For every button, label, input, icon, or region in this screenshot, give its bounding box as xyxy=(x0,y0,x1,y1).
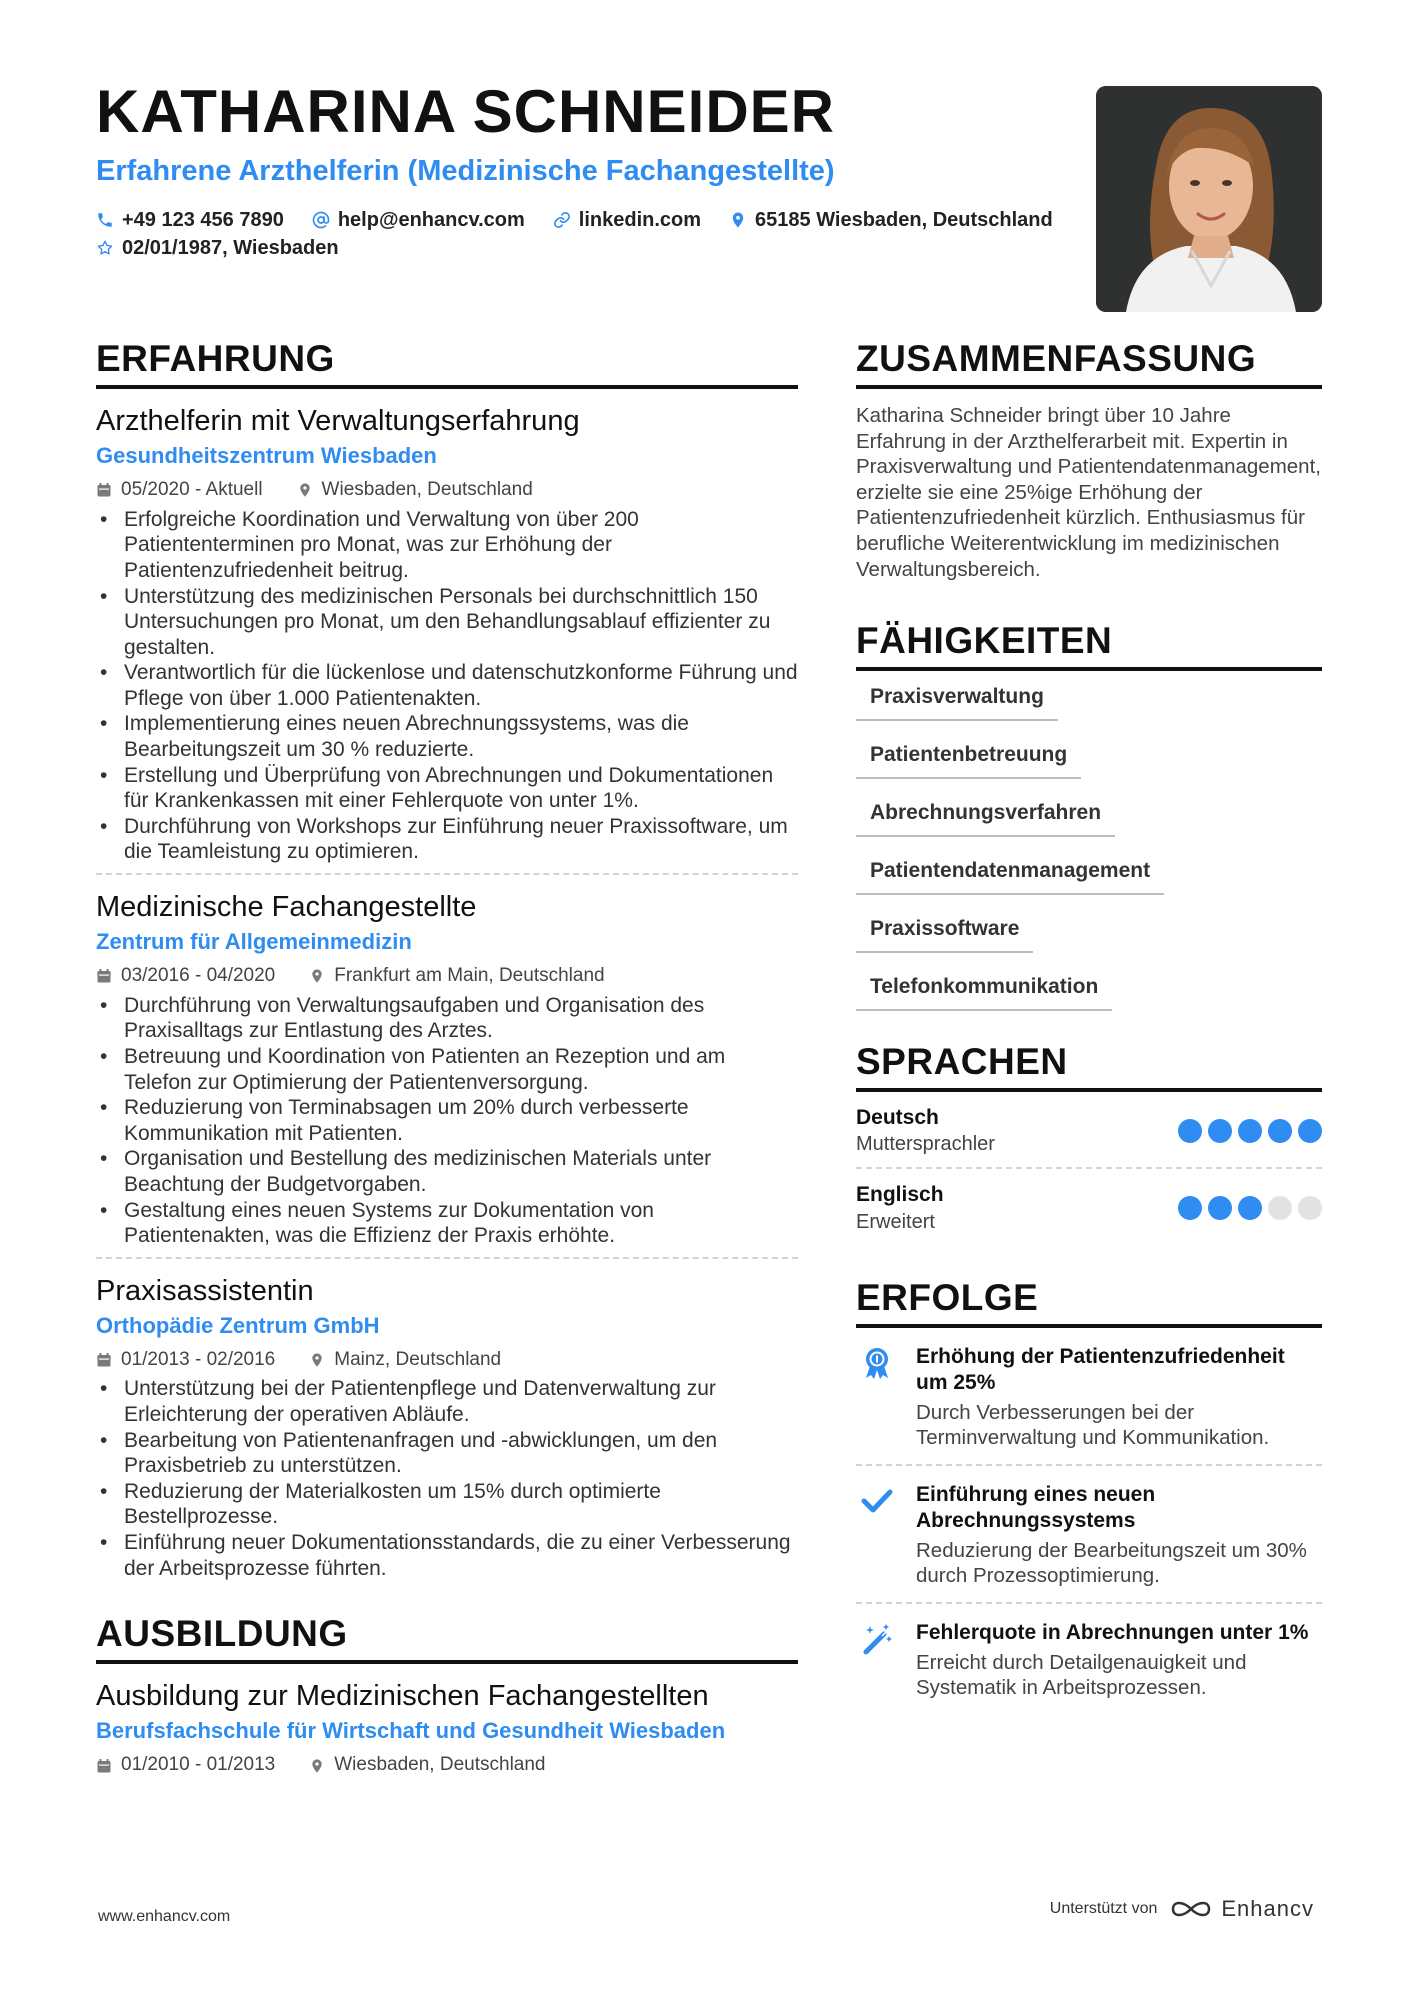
profile-photo xyxy=(1096,86,1322,312)
enhancv-logo-icon xyxy=(1169,1897,1213,1921)
rating-dot-empty xyxy=(1268,1196,1292,1220)
rating-dot-filled xyxy=(1268,1119,1292,1143)
education-dates-text: 01/2010 - 01/2013 xyxy=(121,1754,276,1776)
skill-tag: Praxissoftware xyxy=(856,917,1033,953)
contact-location xyxy=(729,209,1053,232)
skills-heading: FÄHIGKEITEN xyxy=(856,622,1322,671)
achievement-item xyxy=(856,1328,1322,1464)
skills-list xyxy=(856,685,1322,1033)
candidate-name: KATHARINA SCHNEIDER xyxy=(96,78,835,145)
job-meta xyxy=(96,478,798,503)
languages-heading: SPRACHEN xyxy=(856,1043,1322,1092)
phone-text: +49 123 456 7890 xyxy=(122,208,284,231)
map-pin-icon xyxy=(729,211,747,229)
rating-dot-filled xyxy=(1208,1119,1232,1143)
brand-logo[interactable] xyxy=(1169,1896,1314,1922)
job-meta xyxy=(96,964,798,989)
job-title: Medizinische Fachangestellte xyxy=(96,891,477,924)
skill-tag: Patientendatenmanagement xyxy=(856,859,1164,895)
skill-tag: Abrechnungsverfahren xyxy=(856,801,1115,837)
education-location xyxy=(309,1753,545,1778)
bullet-item: • Betreuung und Koordination von Patienten an Rezeption und am Telefon zur Optimierung der Patientenversorgung. xyxy=(96,1044,798,1095)
footer-website[interactable]: www.enhancv.com xyxy=(98,1908,231,1925)
job-entry xyxy=(96,875,798,1259)
bullet-item: • Reduzierung der Materialkosten um 15% durch optimierte Bestellprozesse. xyxy=(96,1479,798,1530)
education-location-text: Wiesbaden, Deutschland xyxy=(334,1754,546,1776)
job-title: Arzthelferin mit Verwaltungserfahrung xyxy=(96,405,580,437)
bullet-item: • Durchführung von Workshops zur Einführung neuer Praxissoftware, um die Teamleistung zu optimieren. xyxy=(96,814,798,865)
achievement-item xyxy=(856,1464,1322,1602)
language-rating xyxy=(1178,1196,1322,1220)
achievement-desc: Durch Verbesserungen bei der Terminverwaltung und Kommunikation. xyxy=(916,1400,1270,1449)
candidate-title: Erfahrene Arzthelferin (Medizinische Fachangestellte) xyxy=(96,155,835,187)
job-entry xyxy=(96,389,798,875)
calendar-icon xyxy=(96,1352,112,1368)
job-bullets xyxy=(96,507,798,865)
contact-email[interactable] xyxy=(312,209,525,232)
rating-dot-filled xyxy=(1208,1196,1232,1220)
skill-tag: Patientenbetreuung xyxy=(856,743,1081,779)
bullet-item: • Durchführung von Verwaltungsaufgaben und Organisation des Praxisalltags zur Entlastung des Arztes. xyxy=(96,993,798,1044)
achievement-title: Fehlerquote in Abrechnungen unter 1% xyxy=(916,1620,1309,1644)
job-location-text: Mainz, Deutschland xyxy=(334,1348,502,1370)
map-pin-icon xyxy=(309,1352,325,1368)
language-name: Deutsch xyxy=(856,1106,939,1130)
rating-dot-empty xyxy=(1298,1196,1322,1220)
bullet-item: • Erfolgreiche Koordination und Verwaltung von über 200 Patiententerminen pro Monat, was zur Erhöhung der Patientenzufriedenheit beitrug. xyxy=(96,507,798,584)
job-location xyxy=(309,964,604,989)
contact-linkedin[interactable] xyxy=(553,209,701,232)
left-column xyxy=(96,340,798,1778)
degree-title: Ausbildung zur Medizinischen Fachangestellten xyxy=(96,1680,709,1713)
at-sign-icon xyxy=(312,211,330,229)
bullet-item: • Gestaltung eines neuen Systems zur Dokumentation von Patientenakten, was die Effizienz der Praxis erhöhte. xyxy=(96,1198,798,1249)
education-meta xyxy=(96,1753,798,1778)
achievement-desc: Reduzierung der Bearbeitungszeit um 30% durch Prozessoptimierung. xyxy=(916,1538,1307,1587)
job-location xyxy=(297,478,533,503)
job-dates-text: 05/2020 - Aktuell xyxy=(121,479,263,501)
achievement-title: Einführung eines neuen Abrechnungssystems xyxy=(916,1482,1156,1532)
achievements-list xyxy=(856,1328,1322,1714)
language-level: Erweitert xyxy=(856,1210,935,1233)
bullet-item: • Bearbeitung von Patientenanfragen und -abwicklungen, um den Praxisbetrieb zu unterstützen. xyxy=(96,1428,798,1479)
job-dates xyxy=(96,478,263,503)
bullet-item: • Unterstützung des medizinischen Personals bei durchschnittlich 150 Untersuchungen pro Monat, um den Behandlungsablauf effizienter zu gestalten. xyxy=(96,584,798,661)
checkmark-icon xyxy=(860,1484,894,1518)
language-name: Englisch xyxy=(856,1183,944,1207)
bullet-item: • Organisation und Bestellung des medizinischen Materials unter Beachtung der Budgetvorgaben. xyxy=(96,1146,798,1197)
contact-phone[interactable] xyxy=(96,209,284,232)
contact-birth xyxy=(96,237,339,260)
job-bullets xyxy=(96,1376,798,1581)
achievement-title: Erhöhung der Patientenzufriedenheit um 25% xyxy=(916,1344,1285,1394)
job-company[interactable]: Orthopädie Zentrum GmbH xyxy=(96,1312,380,1338)
job-dates xyxy=(96,964,275,989)
language-level: Muttersprachler xyxy=(856,1133,995,1156)
summary-heading: ZUSAMMENFASSUNG xyxy=(856,340,1322,389)
education-entry xyxy=(96,1664,798,1778)
language-rating xyxy=(1178,1119,1322,1143)
award-ribbon-icon xyxy=(860,1346,894,1380)
star-icon xyxy=(96,239,114,257)
education-dates xyxy=(96,1753,275,1778)
bullet-item: • Reduzierung von Terminabsagen um 20% durch verbesserte Kommunikation mit Patienten. xyxy=(96,1095,798,1146)
rating-dot-filled xyxy=(1238,1119,1262,1143)
birth-text: 02/01/1987, Wiesbaden xyxy=(122,236,339,259)
job-location-text: Frankfurt am Main, Deutschland xyxy=(334,965,605,987)
achievements-heading: ERFOLGE xyxy=(856,1279,1322,1328)
rating-dot-filled xyxy=(1298,1119,1322,1143)
brand-name: Enhancv xyxy=(1221,1896,1314,1921)
bullet-item: • Implementierung eines neuen Abrechnungssystems, was die Bearbeitungszeit um 30 % reduzierte. xyxy=(96,711,798,762)
map-pin-icon xyxy=(297,482,313,498)
bullet-item: • Unterstützung bei der Patientenpflege und Datenverwaltung zur Erleichterung der operativen Abläufe. xyxy=(96,1376,798,1427)
footer-brand xyxy=(1050,1896,1314,1922)
job-meta xyxy=(96,1348,798,1373)
contact-info xyxy=(96,206,1096,262)
job-dates-text: 03/2016 - 04/2020 xyxy=(121,965,276,987)
education-heading: AUSBILDUNG xyxy=(96,1615,798,1664)
bullet-item: • Verantwortlich für die lückenlose und datenschutzkonforme Führung und Pflege von über 1.000 Patientenakten. xyxy=(96,660,798,711)
email-text: help@enhancv.com xyxy=(337,208,525,231)
skill-tag: Telefonkommunikation xyxy=(856,975,1112,1011)
job-dates xyxy=(96,1348,275,1373)
bullet-item: • Erstellung und Überprüfung von Abrechnungen und Dokumentationen für Krankenkassen mit einer Fehlerquote von unter 1%. xyxy=(96,763,798,814)
link-icon xyxy=(553,211,571,229)
achievement-item xyxy=(856,1602,1322,1714)
magic-wand-icon xyxy=(860,1622,894,1656)
language-item xyxy=(856,1167,1322,1244)
rating-dot-filled xyxy=(1178,1196,1202,1220)
job-company[interactable]: Zentrum für Allgemeinmedizin xyxy=(96,929,412,955)
calendar-icon xyxy=(96,968,112,984)
summary-text: Katharina Schneider bringt über 10 Jahre Erfahrung in der Arzthelferarbeit mit. Expertin in Praxisverwaltung und Patientendatenmanagement, erzielte sie eine 25%ige Erhöhung der Patientenzufriedenheit kürzlich. Enthusiasmus für berufliche Weiterentwicklung im medizinischen Verwaltungsbereich. xyxy=(856,404,1321,581)
job-location-text: Wiesbaden, Deutschland xyxy=(321,479,533,501)
language-item xyxy=(856,1092,1322,1167)
calendar-icon xyxy=(96,1758,112,1774)
linkedin-text: linkedin.com xyxy=(578,208,702,231)
map-pin-icon xyxy=(309,968,325,984)
job-dates-text: 01/2013 - 02/2016 xyxy=(121,1348,276,1370)
job-location xyxy=(309,1348,501,1373)
location-text: 65185 Wiesbaden, Deutschland xyxy=(755,208,1053,231)
job-title: Praxisassistentin xyxy=(96,1274,314,1307)
experience-heading: ERFAHRUNG xyxy=(96,340,798,389)
languages-list xyxy=(856,1092,1322,1245)
phone-icon xyxy=(96,211,114,229)
rating-dot-filled xyxy=(1178,1119,1202,1143)
calendar-icon xyxy=(96,482,112,498)
map-pin-icon xyxy=(309,1758,325,1774)
job-entry xyxy=(96,1259,798,1581)
job-company[interactable]: Gesundheitszentrum Wiesbaden xyxy=(96,443,437,469)
right-column xyxy=(856,340,1322,1714)
school-name[interactable]: Berufsfachschule für Wirtschaft und Gesundheit Wiesbaden xyxy=(96,1718,726,1744)
rating-dot-filled xyxy=(1238,1196,1262,1220)
powered-by-text: Unterstützt von xyxy=(1049,1900,1158,1917)
skill-tag: Praxisverwaltung xyxy=(856,685,1058,721)
achievement-desc: Erreicht durch Detailgenauigkeit und Systematik in Arbeitsprozessen. xyxy=(916,1650,1247,1699)
job-bullets xyxy=(96,993,798,1249)
bullet-item: • Einführung neuer Dokumentationsstandards, die zu einer Verbesserung der Arbeitsprozesse führten. xyxy=(96,1530,798,1581)
